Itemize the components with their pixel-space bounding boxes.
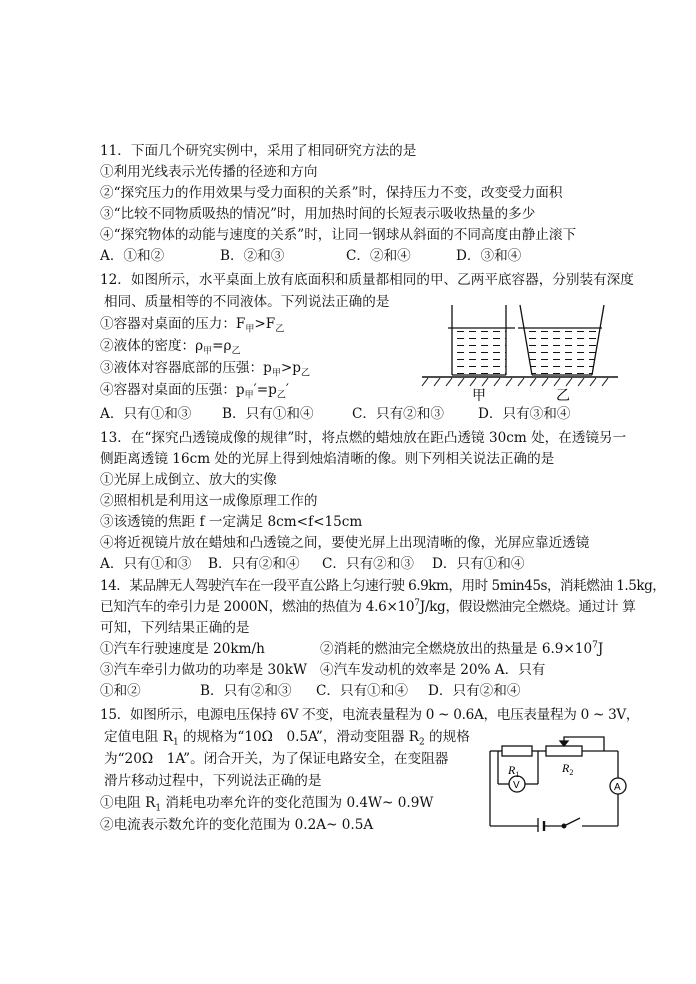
q15-circuit-figure xyxy=(484,736,630,832)
q11-item-4: ④“探究物体的动能与速度的关系”时，让同一钢球从斜面的不同高度由静止滚下 xyxy=(100,227,577,243)
q14-option-a: ①和② xyxy=(100,683,141,699)
q14-stem-3: 可知，下列结果正确的是 xyxy=(100,620,250,636)
q11-option-a: A．①和② xyxy=(100,248,165,264)
q14-statement-1: ①汽车行驶速度是 20km/h xyxy=(100,641,265,657)
q12-stem-2: 相同、质量相等的不同液体。下列说法正确的是 xyxy=(104,294,390,310)
q11-option-b: B．②和③ xyxy=(220,248,285,264)
q15-statement-2: ②电流表示数允许的变化范围为 0.2A~ 0.5A xyxy=(100,817,374,833)
q12-stem-1: 12．如图所示，水平桌面上放有底面积和质量都相同的甲、乙两平底容器，分别装有深度 xyxy=(100,272,634,288)
q13-option-a: A．只有①和③ xyxy=(100,556,192,572)
q12-statement-3: ③液体对容器底部的压强：$p_甲>p_乙$ xyxy=(100,360,310,379)
q11-option-c: C．②和④ xyxy=(346,248,411,264)
voltmeter-label: V xyxy=(513,780,520,791)
ammeter-label: A xyxy=(614,782,621,793)
q14-option-d: D．只有②和④ xyxy=(428,683,521,699)
q11-item-3: ③“比较不同物质吸热的情况”时，用加热时间的长短表示吸收热量的多少 xyxy=(100,206,536,222)
q13-statement-3: ③该透镜的焦距 f 一定满足 8cm<f<15cm xyxy=(100,514,363,530)
fig-label-jia: 甲 xyxy=(472,389,486,404)
q11-stem: 11．下面几个研究实例中，采用了相同研究方法的是 xyxy=(100,143,417,159)
q13-statement-2: ②照相机是利用这一成像原理工作的 xyxy=(100,493,318,509)
q14-stem-1: 14．某品牌无人驾驶汽车在一段平直公路上匀速行驶 6.9km，用时 5min45s，消耗燃油 1.5kg， xyxy=(100,578,666,594)
q12-statement-4: ④容器对桌面的压强：$p_甲'=p_乙'$ xyxy=(100,382,289,401)
q12-option-d: D．只有③和④ xyxy=(478,406,571,422)
q14-stem-2: 已知汽车的牵引力是 2000N，燃油的热值为 $4.6\times 10^7J/kg$，假设燃油完全燃烧。通过计 算 xyxy=(100,598,636,615)
q13-option-d: D．只有①和④ xyxy=(432,556,525,572)
q14-statement-3: ③汽车牵引力做功的功率是 30kW xyxy=(100,662,307,678)
q15-stem-1: 15．如图所示，电源电压保持 6V 不变，电流表量程为 0 ~ 0.6A，电压表量程为 0 ~ 3V， xyxy=(100,707,640,723)
q13-statement-4: ④将近视镜片放在蜡烛和凸透镜之间，要使光屏上出现清晰的像，光屏应靠近透镜 xyxy=(100,535,590,551)
q14-statement-2: ②消耗的燃油完全燃烧放出的热量是 $6.9\times 10^7J$ xyxy=(320,640,604,657)
q12-option-c: C．只有②和③ xyxy=(352,406,444,422)
q11-item-2: ②“探究压力的作用效果与受力面积的关系”时，保持压力不变，改变受力面积 xyxy=(100,185,563,201)
q11-item-1: ①利用光线表示光传播的径迹和方向 xyxy=(100,164,318,180)
q12-statement-1: ①容器对桌面的压力：$F_甲>F_乙$ xyxy=(100,316,285,335)
container-jia-liquid xyxy=(452,328,506,375)
q13-option-c: C．只有②和③ xyxy=(322,556,414,572)
q11-option-d: D．③和④ xyxy=(456,248,522,264)
resistor-r1 xyxy=(502,746,532,756)
q14-option-c: C．只有①和④ xyxy=(316,683,408,699)
q15-stem-4: 滑片移动过程中，下列说法正确的是 xyxy=(104,773,322,789)
container-yi-liquid xyxy=(524,328,600,375)
q14-option-b: B．只有②和③ xyxy=(200,683,292,699)
q13-stem-2: 侧距离透镜 16cm 处的光屏上得到烛焰清晰的像。则下列相关说法正确的是 xyxy=(100,451,555,467)
q12-containers-figure xyxy=(420,300,620,404)
q12-option-b: B．只有①和④ xyxy=(222,406,314,422)
fig-label-yi: 乙 xyxy=(556,389,570,404)
q14-statement-4: ④汽车发动机的效率是 20% A．只有 xyxy=(320,662,546,678)
r2-label: $R_2$ xyxy=(562,761,574,777)
q13-stem-1: 13．在“探究凸透镜成像的规律”时，将点燃的蜡烛放在距凸透镜 30cm 处，在透镜另一 xyxy=(100,430,627,446)
resistor-r2 xyxy=(546,746,582,756)
q13-option-b: B．只有②和④ xyxy=(208,556,300,572)
q12-option-a: A．只有①和③ xyxy=(100,406,192,422)
r1-label: $R_1$ xyxy=(508,763,520,779)
q15-stem-2: 定值电阻 $R_1$ 的规格为“10Ω 0.5A”，滑动变阻器 $R_2$ 的规格 xyxy=(104,729,470,748)
q12-statement-2: ②液体的密度：$\rho_甲=\rho_乙$ xyxy=(100,338,241,357)
q15-stem-3: 为“20Ω 1A”。闭合开关，为了保证电路安全，在变阻器 xyxy=(104,751,449,767)
q13-statement-1: ①光屏上成倒立、放大的实像 xyxy=(100,472,277,488)
q15-statement-1: ①电阻 $R_1$ 消耗电功率允许的变化范围为 0.4W~ 0.9W xyxy=(100,795,434,814)
